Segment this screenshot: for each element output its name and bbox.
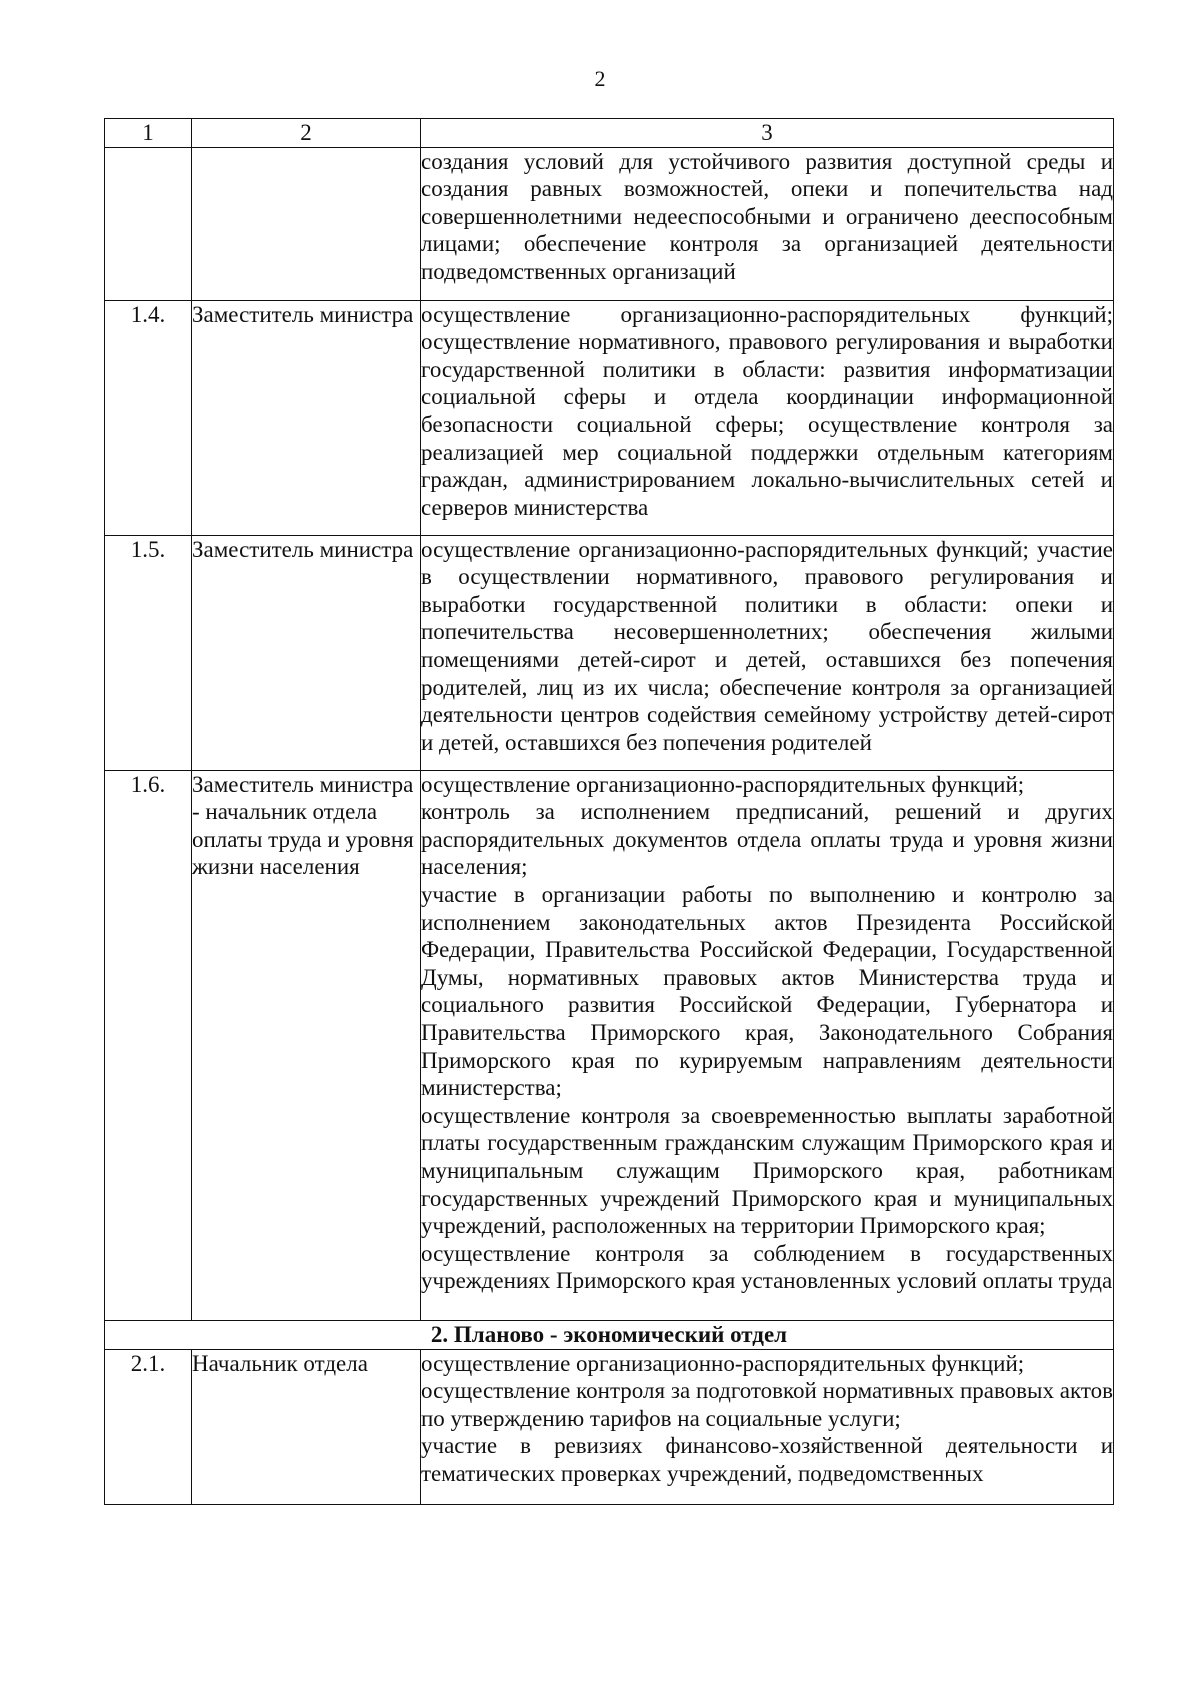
row-number <box>105 147 192 300</box>
duties-table <box>104 118 1114 1505</box>
duty-paragraph: создания условий для устойчивого развития доступной среды и создания равных возможностей, опеки и попечительства над совершеннолетними недееспособными и ограничено дееспособным лицами; обеспечение контроля за организацией деятельности подведомственных организаций <box>421 148 1113 284</box>
duty-paragraph: контроль за исполнением предписаний, решений и других распорядительных документов отдела оплаты труда и уровня жизни населения; <box>421 799 1113 880</box>
duty-paragraph: осуществление организационно-распорядительных функций; <box>421 771 1025 797</box>
duty-paragraph: участие в ревизиях финансово-хозяйственной деятельности и тематических проверках учреждений, подведомственных <box>421 1433 1113 1486</box>
row-position: Заместитель министра <box>192 300 421 535</box>
row-position <box>192 147 421 300</box>
table-row <box>105 300 1114 535</box>
section-header-row <box>105 1320 1114 1349</box>
row-duties <box>421 1349 1114 1504</box>
row-position: Начальник отдела <box>192 1349 421 1504</box>
row-duties <box>421 147 1114 300</box>
duty-paragraph: осуществление организационно-распорядительных функций; осуществление нормативного, правового регулирования и выработки государственной политики в области: развития информатизации социальной сферы и отдела координации информационной безопасности социальной сферы; осуществление контроля за реализацией мер социальной поддержки отдельным категориям граждан, администрированием локально-вычислительных сетей и серверов министерства <box>421 301 1113 520</box>
table-header-row <box>105 119 1114 148</box>
row-duties <box>421 300 1114 535</box>
section-title: 2. Планово - экономический отдел <box>105 1320 1114 1349</box>
duty-paragraph: участие в организации работы по выполнению и контролю за исполнением законодательных актов Президента Российской Федерации, Правительства Российской Федерации, Государственной Думы, нормативных правовых актов Министерства труда и социального развития Российской Федерации, Губернатора и Правительства Приморского края, Законодательного Собрания Приморского края по курируемым направлениям деятельности министерства; <box>421 881 1113 1101</box>
table-row <box>105 535 1114 770</box>
page-number: 2 <box>594 66 606 91</box>
row-number: 1.6. <box>105 770 192 1320</box>
header-col-1: 1 <box>105 119 192 148</box>
row-position: Заместитель министра <box>192 535 421 770</box>
duty-paragraph: осуществление контроля за соблюдением в государственных учреждениях Приморского края установленных условий оплаты труда <box>421 1240 1113 1294</box>
row-number: 2.1. <box>105 1349 192 1504</box>
table-row <box>105 770 1114 1320</box>
row-number: 1.4. <box>105 300 192 535</box>
table-row <box>105 1349 1114 1504</box>
row-duties <box>421 535 1114 770</box>
row-position: Заместитель министра - начальник отдела оплаты труда и уровня жизни населения <box>192 770 421 1320</box>
row-number: 1.5. <box>105 535 192 770</box>
table-row <box>105 147 1114 300</box>
header-col-2: 2 <box>192 119 421 148</box>
row-duties <box>421 770 1114 1320</box>
duty-paragraph: осуществление организационно-распорядительных функций; участие в осуществлении нормативного, правового регулирования и выработки государственной политики в области: опеки и попечительства несовершеннолетних; обеспечения жилыми помещениями детей-сирот и детей, оставшихся без попечения родителей, лиц из их числа; обеспечение контроля за организацией деятельности центров содействия семейному устройству детей-сирот и детей, оставшихся без попечения родителей <box>421 536 1113 755</box>
duty-paragraph: осуществление организационно-распорядительных функций; <box>421 1350 1025 1376</box>
duty-paragraph: осуществление контроля за подготовкой нормативных правовых актов по утверждению тарифов на социальные услуги; <box>421 1378 1113 1431</box>
header-col-3: 3 <box>421 119 1114 148</box>
duty-paragraph: осуществление контроля за своевременностью выплаты заработной платы государственным гражданским служащим Приморского края и муниципальным служащим Приморского края, работникам государственных учреждений Приморского края и муниципальных учреждений, расположенных на территории Приморского края; <box>421 1102 1113 1239</box>
